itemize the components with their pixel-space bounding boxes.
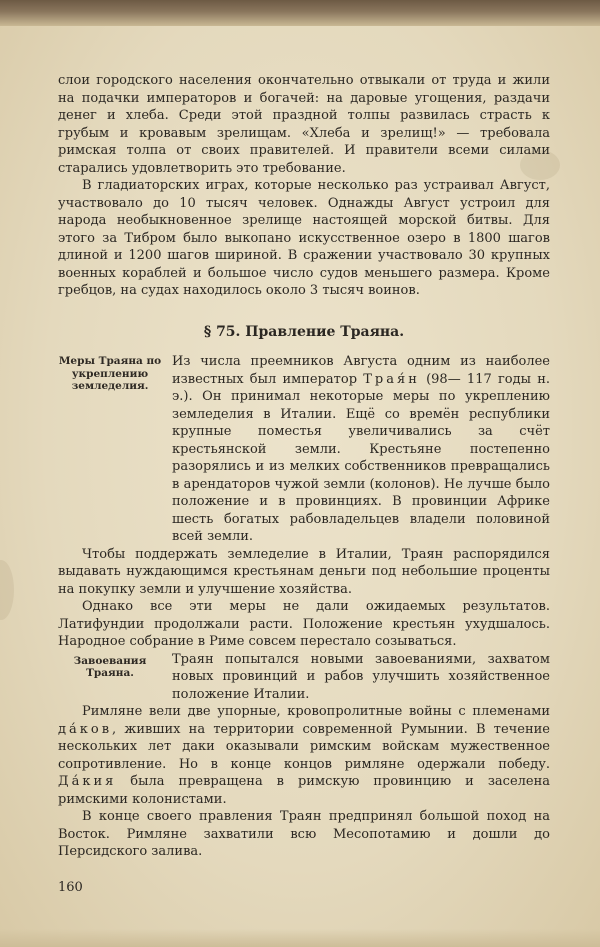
agriculture-section [58, 353, 550, 546]
final-paragraph: В конце своего правления Траян предпринял большой поход на Восток. Римляне захватили всю Месопотамию и дошли до Персидского залива. [58, 809, 550, 859]
dacians-word: да́ков [58, 721, 113, 737]
conquests-section [58, 651, 550, 704]
dacia-text-before: Римляне вели две упорные, кровопролитные войны с племенами [82, 704, 550, 719]
agriculture-text-after: (98— 117 годы н. э.). Он принимал некоторые меры по укреплению земледелия в Италии. Ещё со времён республики крупные поместья увеличивались за счёт крестьянской земли. Крестьяне постепенно разорялись и из мелких собственников превращались в арендаторов чужой земли (колонов). Не лучше было положение и в провинциях. В провинции Африке шесть богатых рабовладельцев владели половиной всей земли. [172, 371, 550, 544]
trajan-name: Трая́н [363, 371, 420, 387]
dacia-text-after: была превращена в римскую провинцию и заселена римскими колонистами. [58, 774, 550, 807]
conquests-paragraph: Траян попытался новыми завоеваниями, захватом новых провинций и рабов улучшить хозяйственное положение Италии. [172, 651, 550, 702]
intro-paragraph-1: слои городского населения окончательно отвыкали от труда и жили на подачки императоров и богачей: на даровые угощения, раздачи денег и хлеба. Среди этой праздной толпы развилась страсть к грубым и кровавым зрелищам. «Хлеба и зрелищ!» — требовала римская толпа от своих правителей. И правители всеми силами старались удовлетворить это требование. [58, 73, 550, 176]
dacia-paragraph [58, 703, 550, 808]
page-bottom-edge [0, 929, 600, 947]
middle-paragraph-1: Чтобы поддержать земледелие в Италии, Траян распорядился выдавать нуждающимся крестьянам деньги под небольшие проценты на покупку земли и улучшение хозяйства. [58, 546, 550, 597]
page-text [58, 72, 550, 861]
margin-note-conquests: Завоевания Траяна. [73, 654, 147, 679]
section-title: § 75. Правление Траяна. [203, 323, 405, 340]
margin-note-agriculture: Меры Траяна по укреплению земледелия. [58, 355, 162, 392]
page-number: 160 [58, 880, 83, 895]
middle-paragraph-2: Однако все эти меры не дали ожидаемых результатов. Латифундии продолжали расти. Положение крестьян ухудшалось. Народное собрание в Риме совсем перестало созываться. [58, 599, 550, 649]
agriculture-text-before: Из числа преемников Августа одним из наиболее известных был император [172, 354, 550, 387]
page-top-edge [0, 0, 600, 26]
agriculture-paragraph [172, 353, 550, 546]
dacia-text-middle: , живших на территории современной Румынии. В течение нескольких лет даки оказывали римским войскам мужественное сопротивление. Но в конце концов римляне одержали победу. [58, 721, 550, 772]
intro-paragraph-2: В гладиаторских играх, которые несколько раз устраивал Август, участвовало до 10 тысяч человек. Однажды Август устроил для народа необыкновенное зрелище настоящей морской битвы. Для этого за Тибром было выкопано искусственное озеро в 1800 шагов длиной и 1200 шагов шириной. В сражении участвовало 30 крупных военных кораблей и большое число судов меньшего размера. Кроме гребцов, на судах находилось около 3 тысяч воинов. [58, 178, 550, 298]
dacia-word: Да́кия [58, 774, 117, 789]
